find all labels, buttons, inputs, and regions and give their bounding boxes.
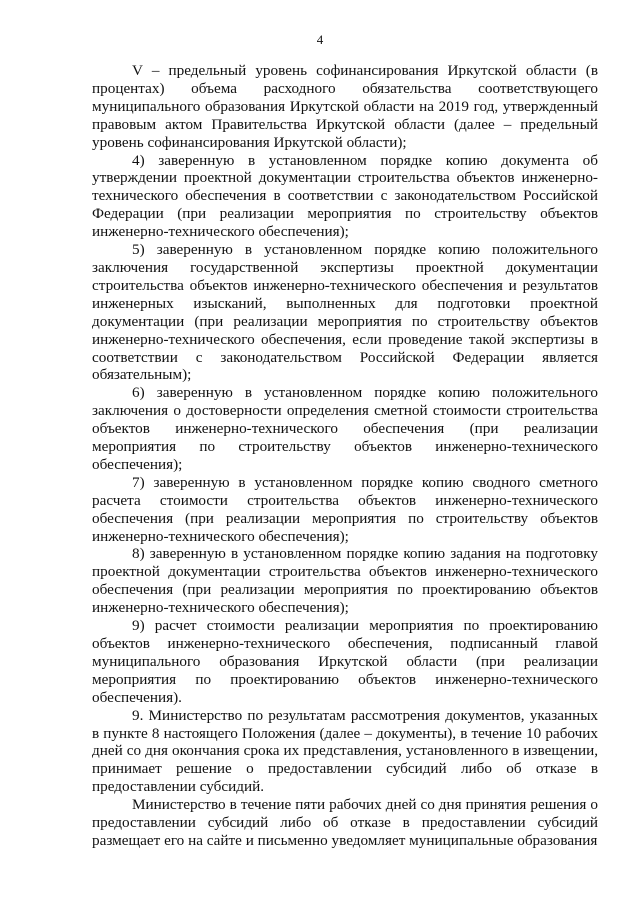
page-number: 4 bbox=[316, 32, 324, 47]
paragraph-section-9: 9. Министерство по результатам рассмотрения документов, указанных в пункте 8 настоящего Положения (далее – документы), в течение 10 рабочих дней со дня окончания срока их представления, установленного в извещении, принимает решение о предоставлении субсидий либо об отказе в предоставлении субсидий. bbox=[92, 706, 598, 796]
paragraph-item-8: 8) заверенную в установленном порядке копию задания на подготовку проектной документации строительства объектов инженерно-технического обеспечения (при реализации мероприятия по проектированию объектов инженерно-технического обеспечения); bbox=[92, 545, 598, 617]
paragraph-item-4: 4) заверенную в установленном порядке копию документа об утверждении проектной документации строительства объектов инженерно-технического обеспечения в соответствии с законодательством Российской Федерации (при реализации мероприятия по строительству объектов инженерно-технического обеспечения); bbox=[92, 151, 598, 241]
paragraph-ministry-notification: Министерство в течение пяти рабочих дней со дня принятия решения о предоставлении субсидий либо об отказе в предоставлении субсидий размещает его на сайте и письменно уведомляет муниципальные образования bbox=[92, 796, 598, 849]
paragraph-v-cofinancing-level: V – предельный уровень софинансирования Иркутской области (в процентах) объема расходного обязательства соответствующего муниципального образования Иркутской области на 2019 год, утвержденный правовым актом Правительства Иркутской области (далее – предельный уровень софинансирования Иркутской области); bbox=[92, 62, 598, 151]
paragraph-item-5: 5) заверенную в установленном порядке копию положительного заключения государственной экспертизы проектной документации строительства объектов инженерно-технического обеспечения и результатов инженерных изысканий, выполненных для подготовки проектной документации (при реализации мероприятия по строительству объектов инженерно-технического обеспечения, если проведение такой экспертизы в соответствии с законодательством Российской Федерации является обязательным); bbox=[92, 241, 598, 384]
paragraph-item-9: 9) расчет стоимости реализации мероприятия по проектированию объектов инженерно-технического обеспечения, подписанный главой муниципального образования Иркутской области (при реализации мероприятия по проектированию объектов инженерно-технического обеспечения). bbox=[92, 617, 598, 706]
paragraph-item-7: 7) заверенную в установленном порядке копию сводного сметного расчета стоимости строительства объектов инженерно-технического обеспечения (при реализации мероприятия по строительству объектов инженерно-технического обеспечения); bbox=[92, 473, 598, 545]
paragraph-item-6: 6) заверенную в установленном порядке копию положительного заключения о достоверности определения сметной стоимости строительства объектов инженерно-технического обеспечения (при реализации мероприятия по строительству объектов инженерно-технического обеспечения); bbox=[92, 384, 598, 473]
document-body bbox=[92, 62, 598, 850]
